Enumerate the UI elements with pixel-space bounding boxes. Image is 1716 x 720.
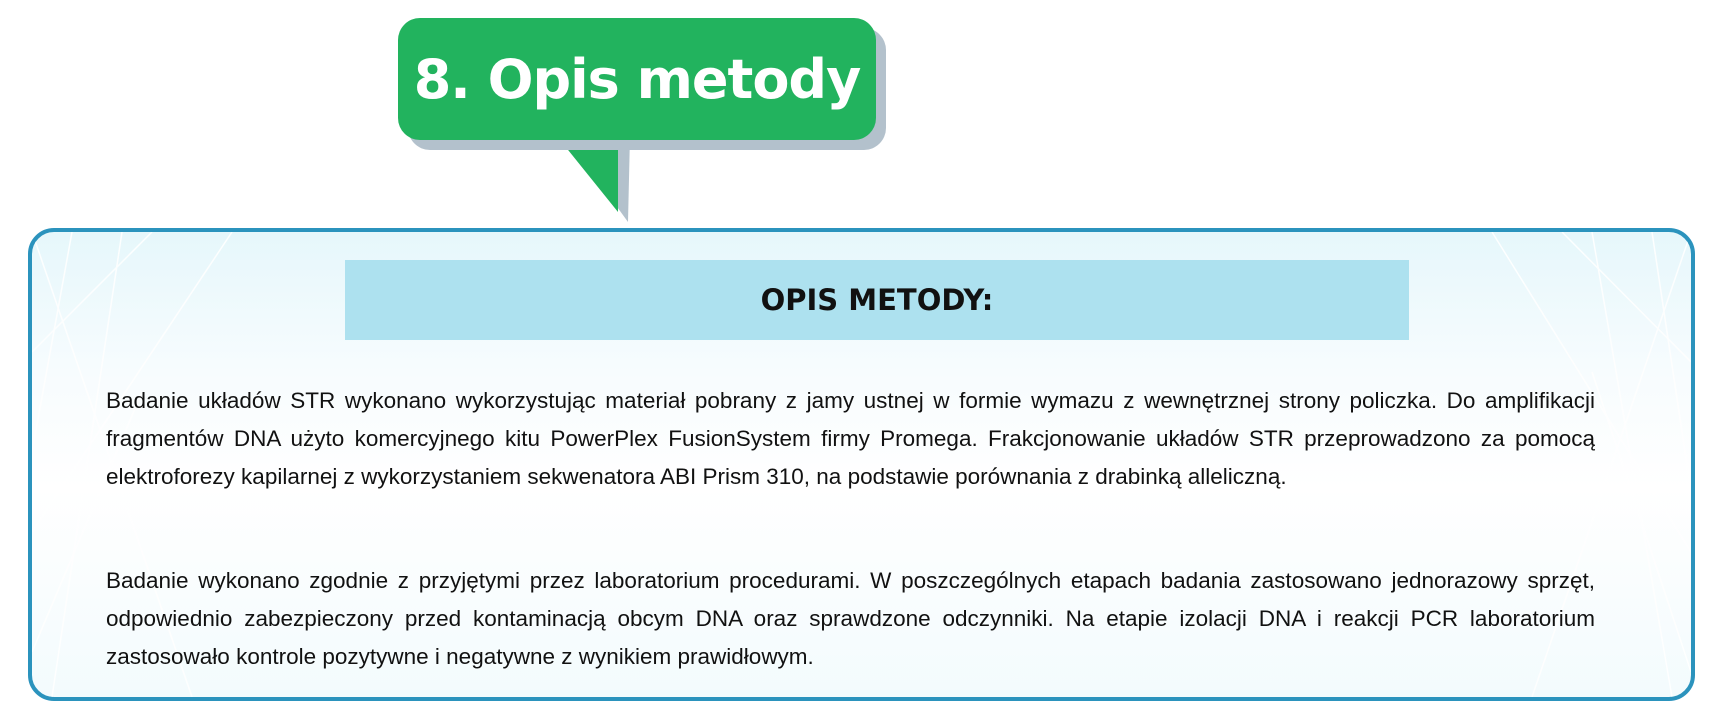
panel-header-band xyxy=(345,260,1409,340)
method-paragraph-2: Badanie wykonano zgodnie z przyjętymi przez laboratorium procedurami. W poszczególnych etapach badania zastosowano jednorazowy sprzęt, odpowiednio zabezpieczony przed kontaminacją obcym DNA oraz sprawdzone odczynniki. Na etapie izolacji DNA i reakcji PCR laboratorium zastosowało kontrole pozytywne i negatywne z wynikiem prawidłowym. xyxy=(106,568,1595,669)
section-title-bubble xyxy=(398,18,876,140)
panel-header: OPIS METODY: xyxy=(760,283,994,317)
method-paragraph-1: Badanie układów STR wykonano wykorzystując materiał pobrany z jamy ustnej w formie wymazu z wewnętrznej strony policzka. Do amplifikacji fragmentów DNA użyto komercyjnego kitu PowerPlex FusionSystem firmy Promega. Frakcjonowanie układów STR przeprowadzono za pomocą elektroforezy kapilarnej z wykorzystaniem sekwenatora ABI Prism 310, na podstawie porównania z drabinką alleliczną. xyxy=(106,388,1595,489)
section-title: 8. Opis metody xyxy=(413,47,861,111)
method-panel xyxy=(28,228,1695,701)
